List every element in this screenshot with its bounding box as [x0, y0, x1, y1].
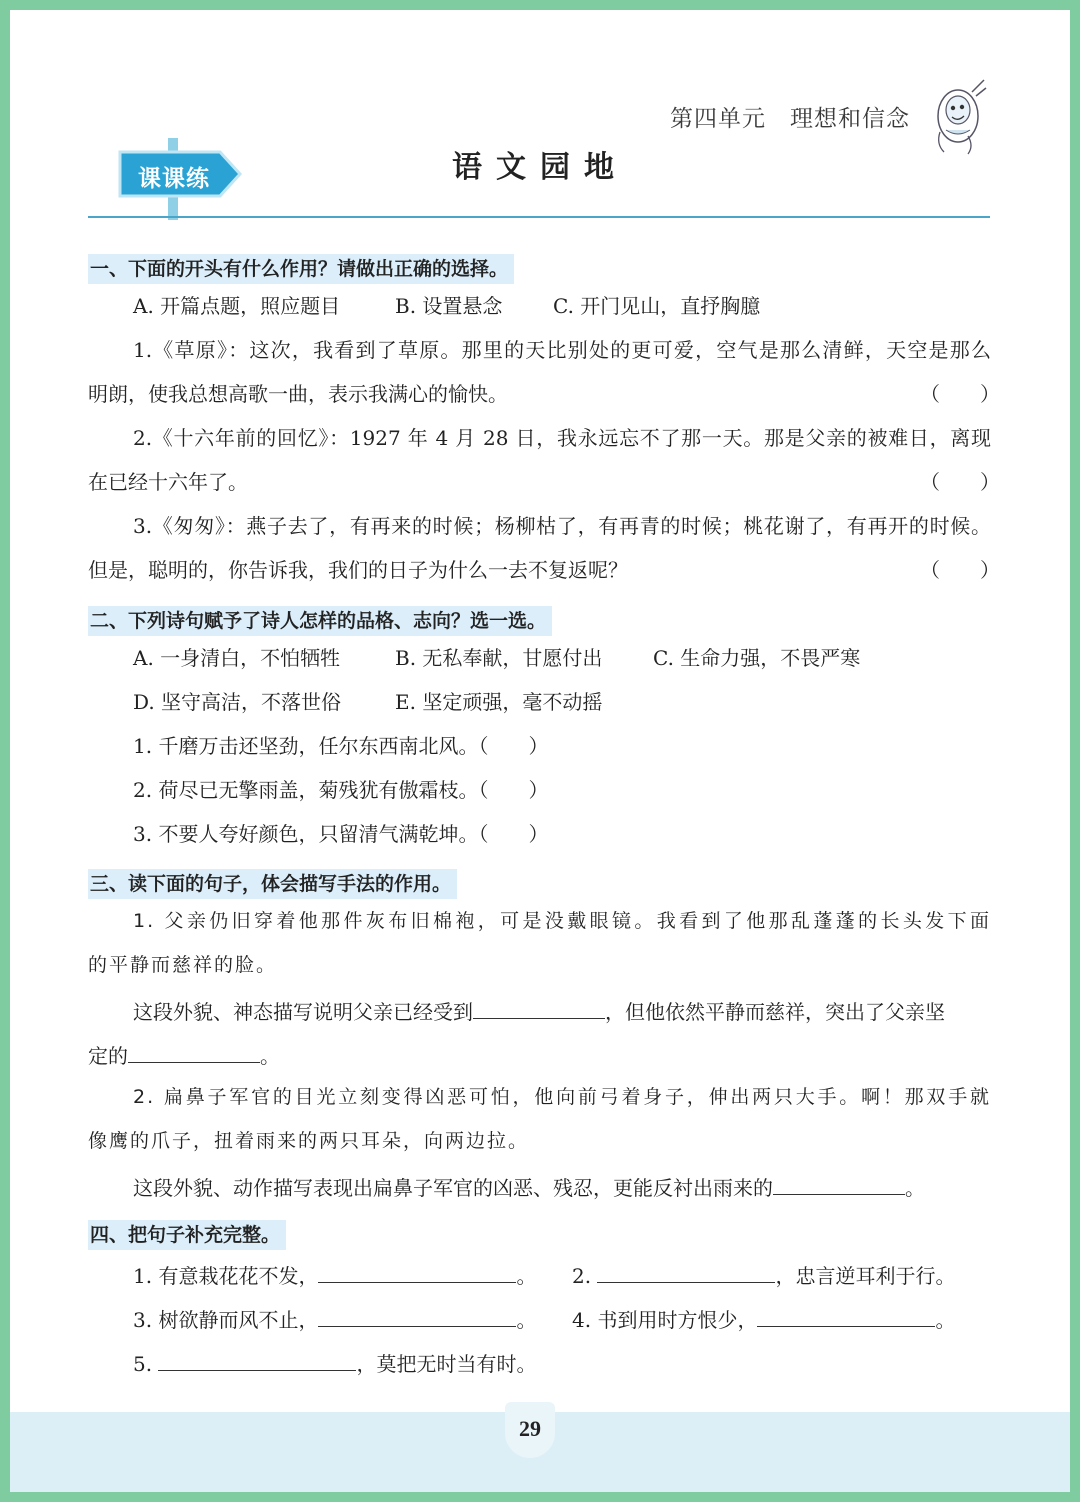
section-3-heading: 三、读下面的句子，体会描写手法的作用。	[88, 869, 457, 899]
answer-blank[interactable]	[757, 1308, 935, 1327]
section-3-q2-line2: 像鹰的爪子，扭着雨来的两只耳朵，向两边拉。	[88, 1130, 530, 1152]
section-4-item-5	[133, 1352, 536, 1374]
unit-label: 第四单元	[670, 106, 766, 132]
page-title: 语文园地	[452, 150, 628, 185]
section-4-item-2	[572, 1264, 955, 1286]
section-3-q1-line2: 的平静而慈祥的脸。	[88, 954, 278, 976]
answer-blank[interactable]	[318, 1308, 516, 1327]
section-2-heading: 二、下列诗句赋予了诗人怎样的品格、志向？选一选。	[88, 606, 552, 636]
unit-header	[670, 100, 910, 133]
section-3-q1-answer-mid: ，但他依然平静而慈祥，突出了父亲坚	[605, 1000, 945, 1024]
lesson-badge-label: 课课练	[138, 166, 210, 192]
section-4-heading: 四、把句子补充完整。	[88, 1220, 286, 1250]
section-3-q1-answer-line2	[88, 1044, 280, 1066]
section-1-option-c: C. 开门见山，直抒胸臆	[553, 294, 761, 318]
section-2-option-c: C. 生命力强，不畏严寒	[653, 646, 861, 670]
section-4-item-5-num: 5.	[133, 1352, 153, 1376]
answer-blank[interactable]	[158, 1352, 356, 1371]
section-3-q1-line1: 1. 父亲仍旧穿着他那件灰布旧棉袍，可是没戴眼镜。我看到了他那乱蓬蓬的长头发下面	[133, 910, 991, 932]
section-4-item-3	[133, 1308, 536, 1330]
section-1-option-a: A. 开篇点题，照应题目	[133, 294, 341, 318]
answer-paren[interactable]: （ ）	[920, 470, 1000, 494]
section-4-item-4-prompt: 4. 书到用时方恨少，	[572, 1308, 758, 1332]
section-2-option-d: D. 坚守高洁，不落世俗	[133, 690, 342, 714]
page-number: 29	[505, 1402, 555, 1458]
title-divider	[88, 216, 990, 218]
period: 。	[905, 1176, 925, 1200]
section-3-q2-answer-pre: 这段外貌、动作描写表现出扁鼻子军官的凶恶、残忍，更能反衬出雨来的	[133, 1176, 773, 1200]
answer-paren[interactable]: （ ）	[920, 382, 1000, 406]
section-2-option-e: E. 坚定顽强，毫不动摇	[395, 690, 603, 714]
section-4-item-1	[133, 1264, 536, 1286]
section-4-item-1-end: 。	[516, 1264, 537, 1288]
section-2-item-1[interactable]: 1. 千磨万击还坚劲，任尔东西南北风。（ ）	[133, 734, 549, 758]
period: 。	[260, 1044, 280, 1068]
answer-blank[interactable]	[318, 1264, 516, 1283]
section-3-q2-answer	[133, 1176, 925, 1198]
section-3-q1-answer-line1	[133, 1000, 945, 1022]
section-4-item-4-end: 。	[935, 1308, 956, 1332]
section-4-item-4	[572, 1308, 955, 1330]
section-2-option-a: A. 一身清白，不怕牺牲	[133, 646, 341, 670]
section-3-q2-line1: 2. 扁鼻子军官的目光立刻变得凶恶可怕，他向前弓着身子，伸出两只大手。啊！那双手就	[133, 1086, 991, 1108]
section-1-item-1-line1: 1.《草原》：这次，我看到了草原。那里的天比别处的更可爱，空气是那么清鲜，天空是那么	[133, 338, 991, 362]
section-1-item-1-line2: 明朗，使我总想高歌一曲，表示我满心的愉快。	[88, 382, 508, 406]
section-1-item-2-line2: 在已经十六年了。	[88, 470, 248, 494]
section-2-item-3[interactable]: 3. 不要人夸好颜色，只留清气满乾坤。（ ）	[133, 822, 549, 846]
section-3-q1-answer-pre: 这段外貌、神态描写说明父亲已经受到	[133, 1000, 473, 1024]
section-2-option-b: B. 无私奉献，甘愿付出	[395, 646, 603, 670]
section-4-item-2-num: 2.	[572, 1264, 592, 1288]
section-4-item-3-end: 。	[516, 1308, 537, 1332]
answer-blank[interactable]	[128, 1044, 260, 1063]
answer-blank[interactable]	[597, 1264, 775, 1283]
section-2-item-2[interactable]: 2. 荷尽已无擎雨盖，菊残犹有傲霜枝。（ ）	[133, 778, 549, 802]
answer-blank[interactable]	[473, 1000, 605, 1019]
section-1-option-b: B. 设置悬念	[395, 294, 503, 318]
answer-paren[interactable]: （ ）	[920, 558, 1000, 582]
section-1-item-3-line2: 但是，聪明的，你告诉我，我们的日子为什么一去不复返呢？	[88, 558, 628, 582]
answer-blank[interactable]	[773, 1176, 905, 1195]
unit-theme: 理想和信念	[790, 106, 910, 132]
section-4-item-3-prompt: 3. 树欲静而风不止，	[133, 1308, 319, 1332]
section-1-item-2-line1: 2.《十六年前的回忆》：1927 年 4 月 28 日，我永远忘不了那一天。那是父亲的被难日，离现	[133, 426, 991, 450]
section-4-item-1-prompt: 1. 有意栽花花不发，	[133, 1264, 319, 1288]
section-4-item-5-end: ，莫把无时当有时。	[356, 1352, 537, 1376]
section-1-item-3-line1: 3.《匆匆》：燕子去了，有再来的时候；杨柳枯了，有再青的时候；桃花谢了，有再开的时候。	[133, 514, 991, 538]
section-1-heading: 一、下面的开头有什么作用？请做出正确的选择。	[88, 254, 514, 284]
section-4-item-2-end: ，忠言逆耳利于行。	[775, 1264, 956, 1288]
section-3-q1-answer-tail: 定的	[88, 1044, 128, 1068]
